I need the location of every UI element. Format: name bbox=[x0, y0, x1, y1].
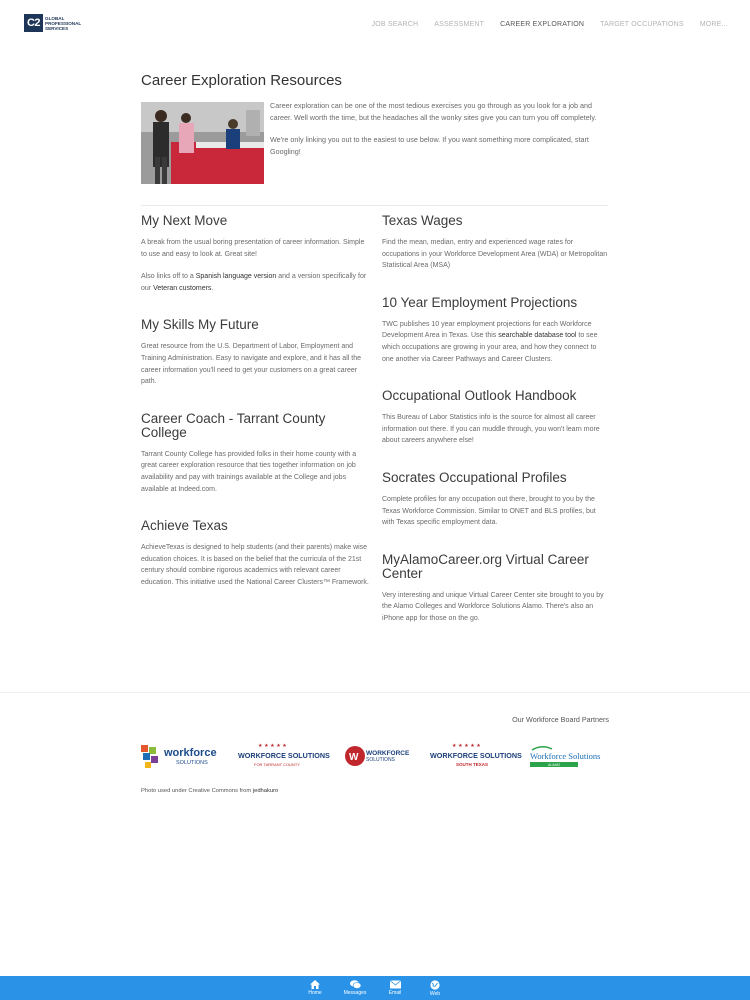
nav-assessment[interactable]: ASSESSMENT bbox=[434, 21, 485, 28]
svg-text:FOR TARRANT COUNTY: FOR TARRANT COUNTY bbox=[254, 762, 301, 767]
section-title[interactable]: My Next Move bbox=[141, 213, 228, 228]
intro-section bbox=[141, 72, 608, 156]
right-column bbox=[382, 214, 610, 636]
section-title[interactable]: My Skills My Future bbox=[141, 317, 259, 333]
section-divider bbox=[141, 205, 608, 206]
svg-text:WORKFORCE SOLUTIONS: WORKFORCE SOLUTIONS bbox=[238, 751, 330, 760]
footer-divider bbox=[0, 692, 750, 693]
section-title[interactable]: Achieve Texas bbox=[141, 518, 228, 534]
nav-job-search[interactable]: JOB SEARCH bbox=[371, 21, 419, 28]
section-my-next-move bbox=[141, 214, 369, 294]
messages-icon bbox=[350, 980, 361, 989]
tab-label: Email bbox=[388, 990, 402, 996]
site-logo[interactable] bbox=[24, 14, 89, 32]
section-text: Very interesting and unique Virtual Career Center site brought to you by the Alamo Colleges and Workforce Solutions Alamo. There's also an iPhone app for those on the go. bbox=[382, 591, 604, 622]
svg-text:Workforce Solutions: Workforce Solutions bbox=[530, 751, 601, 761]
bottom-tabbar bbox=[0, 976, 750, 1000]
section-employment-projections bbox=[382, 296, 610, 365]
tab-messages[interactable] bbox=[335, 980, 375, 996]
intro-paragraph-2: We're only linking you out to the easiest to use below. If you want something more complicated, start Googling! bbox=[270, 135, 589, 156]
svg-text:workforce: workforce bbox=[164, 747, 217, 759]
section-texas-wages bbox=[382, 214, 610, 272]
svg-text:WORKFORCE SOLUTIONS: WORKFORCE SOLUTIONS bbox=[430, 751, 522, 760]
section-title[interactable]: MyAlamoCareer.org Virtual Career Center bbox=[382, 551, 589, 581]
nav-target-occupations[interactable]: TARGET OCCUPATIONS bbox=[600, 21, 684, 28]
svg-text:SOUTH TEXAS: SOUTH TEXAS bbox=[456, 762, 489, 767]
database-tool-link[interactable]: searchable database tool bbox=[498, 332, 577, 340]
tab-email[interactable] bbox=[375, 980, 415, 996]
partners-title: Our Workforce Board Partners bbox=[512, 715, 609, 724]
tab-label: Web bbox=[429, 990, 441, 997]
section-title[interactable]: Occupational Outlook Handbook bbox=[382, 388, 577, 404]
tab-label: Messages bbox=[343, 990, 367, 996]
section-text: A break from the usual boring presentation of career information. Simple to use and easy to look at. Great site! bbox=[141, 239, 365, 258]
intro-text bbox=[270, 100, 608, 168]
section-text: AchieveTexas is designed to help students (and their parents) make wise education choices. It is based on the belief that the curricula of the 21st century should combine rigorous academics with relevant career education. This initiative used the National Career Clusters™ Framework. bbox=[141, 544, 369, 586]
partner-logo-workforce-solutions-2[interactable] bbox=[342, 738, 410, 774]
partner-logos bbox=[140, 738, 610, 774]
section-my-alamo-career bbox=[382, 553, 610, 625]
tab-home[interactable] bbox=[295, 980, 335, 996]
section-text: Great resource from the U.S. Department of Labor, Employment and Training Administration. Easy to navigate and explore, and it has all the career information you'll need to get your customers on a great career path. bbox=[141, 343, 361, 386]
home-icon bbox=[310, 980, 320, 989]
section-text: This Bureau of Labor Statistics info is the source for almost all career information out there. If you can muddle through, you won't learn more about careers anywhere else! bbox=[382, 414, 600, 445]
spanish-version-link[interactable]: Spanish language version bbox=[195, 273, 277, 281]
logo-mark: C2 bbox=[24, 14, 43, 32]
section-achieve-texas bbox=[141, 519, 369, 588]
svg-text:★ ★ ★ ★ ★: ★ ★ ★ ★ ★ bbox=[258, 743, 287, 749]
photo-credit-link[interactable]: jedhakuro bbox=[252, 788, 279, 794]
nav-career-exploration[interactable]: CAREER EXPLORATION bbox=[500, 21, 585, 28]
partner-logo-south-texas[interactable] bbox=[428, 738, 522, 774]
section-text: Tarrant County College has provided folks in their home county with a great career exploration resource that ties together information on job availability and pay with trainings available at the College and jobs available at Indeed.com. bbox=[141, 450, 357, 493]
section-text: Complete profiles for any occupation out there, brought to you by the Texas Workforce Commission. Similar to ONET and BLS profiles, but with Texas specific employment data. bbox=[382, 495, 596, 527]
section-socrates bbox=[382, 471, 610, 529]
tab-web[interactable] bbox=[415, 980, 455, 997]
logo-text: GLOBAL PROFESSIONAL SERVICES bbox=[45, 15, 82, 31]
intro-paragraph-1: Career exploration can be one of the most tedious exercises you go through as you look for a job and career. Well worth the time, but the headaches all the wonky sites give you can turn you off completely. bbox=[270, 101, 597, 122]
section-title[interactable]: Socrates Occupational Profiles bbox=[382, 469, 567, 485]
svg-text:W: W bbox=[349, 752, 359, 763]
section-text: TWC publishes 10 year employment projections for each Workforce Development Area in Texas. Use this searchable database tool to see which occupations are growing in your area, and how they connect to one another via Career Pathways and Career Clusters. bbox=[382, 320, 598, 363]
svg-text:SOLUTIONS: SOLUTIONS bbox=[176, 760, 208, 766]
veteran-link[interactable]: Veteran customers bbox=[153, 284, 212, 292]
partner-logo-workforce-solutions[interactable] bbox=[140, 738, 220, 774]
section-title[interactable]: 10 Year Employment Projections bbox=[382, 294, 578, 310]
nav-more[interactable]: MORE... bbox=[699, 21, 728, 28]
partner-logo-tarrant-county[interactable] bbox=[236, 738, 330, 774]
svg-text:ALAMO: ALAMO bbox=[548, 763, 561, 767]
main-nav bbox=[356, 21, 728, 28]
svg-text:WORKFORCE: WORKFORCE bbox=[366, 750, 410, 757]
left-column bbox=[141, 214, 369, 600]
site-header bbox=[0, 0, 750, 50]
globe-icon bbox=[430, 980, 440, 990]
section-title[interactable]: Texas Wages bbox=[382, 213, 463, 228]
section-title[interactable]: Career Coach - Tarrant County College bbox=[141, 410, 326, 440]
partner-logo-alamo[interactable] bbox=[528, 738, 608, 774]
section-career-coach bbox=[141, 412, 369, 495]
svg-text:SOLUTIONS: SOLUTIONS bbox=[366, 757, 395, 763]
section-text: Find the mean, median, entry and experienced wage rates for occupations in your Workforce Development Area (WDA) or Metropolitan Statistical Area (MSA) bbox=[382, 239, 608, 270]
page-title: Career Exploration Resources bbox=[141, 72, 342, 89]
tab-label: Home bbox=[308, 990, 322, 996]
section-my-skills-my-future bbox=[141, 318, 369, 387]
career-fair-photo bbox=[141, 102, 264, 184]
email-icon bbox=[390, 980, 401, 989]
section-occupational-outlook bbox=[382, 389, 610, 447]
section-text: Also links off to a Spanish language version and a version specifically for our Veteran customers. bbox=[141, 273, 367, 292]
svg-text:★ ★ ★ ★ ★: ★ ★ ★ ★ ★ bbox=[452, 743, 481, 749]
photo-credit: Photo used under Creative Commons from jedhakuro bbox=[141, 788, 279, 794]
